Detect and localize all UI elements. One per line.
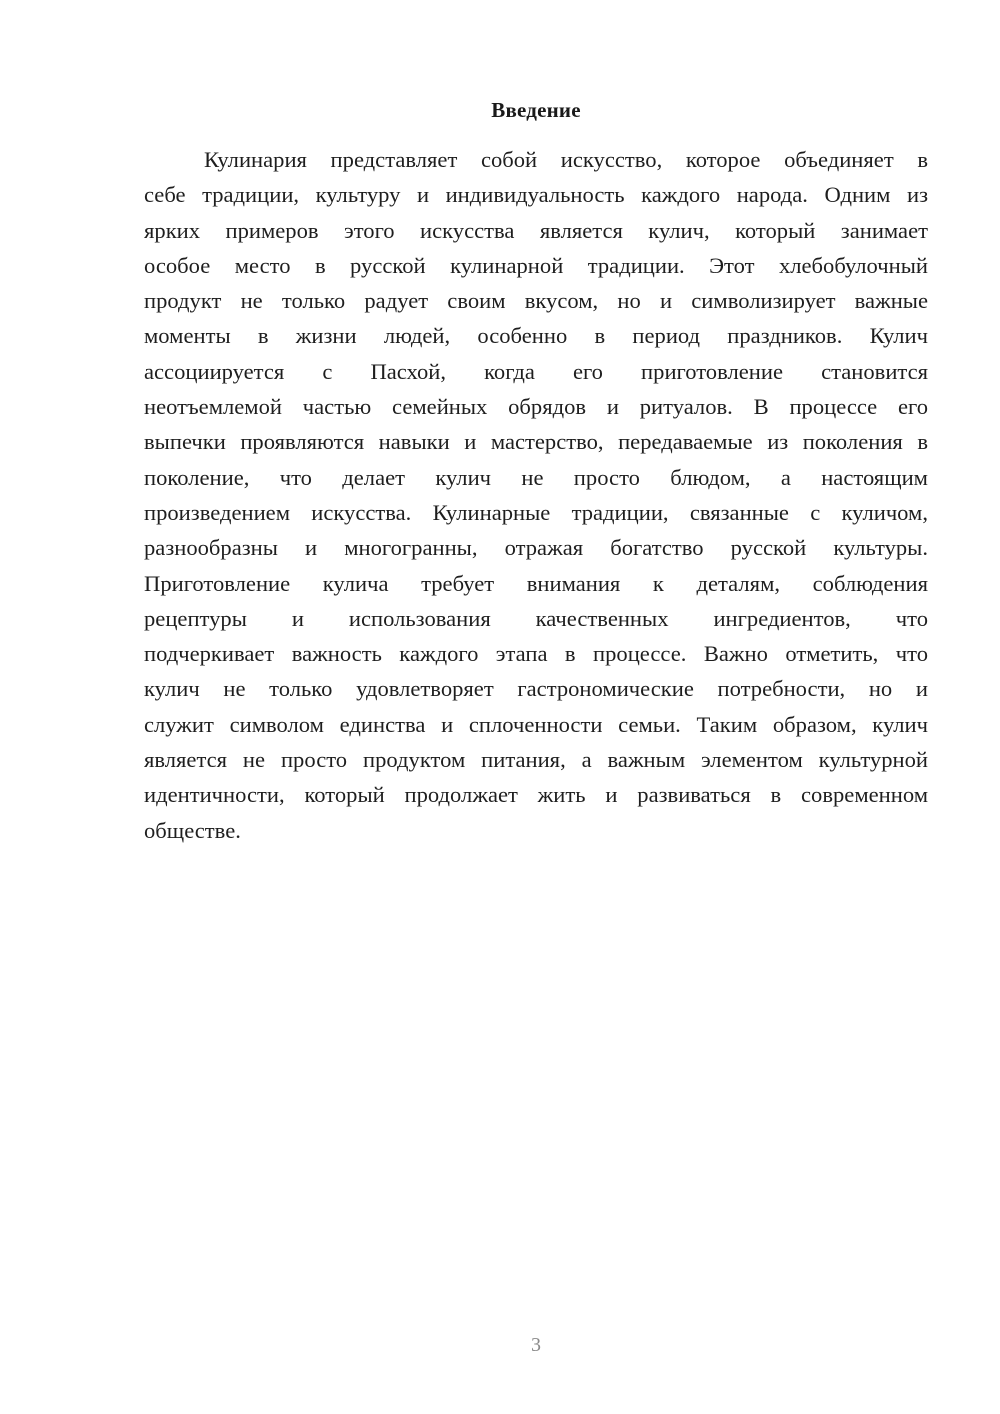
paragraph-line: неотъемлемой частью семейных обрядов и ритуалов. В процессе его <box>144 394 928 420</box>
paragraph-line: себе традиции, культуру и индивидуальность каждого народа. Одним из <box>144 182 928 208</box>
paragraph-line: кулич не только удовлетворяет гастрономические потребности, но и <box>144 676 928 702</box>
paragraph-line: ассоциируется с Пасхой, когда его приготовление становится <box>144 358 928 384</box>
paragraph-line: произведением искусства. Кулинарные традиции, связанные с куличом, <box>144 499 928 525</box>
paragraph-line: разнообразны и многогранны, отражая богатство русской культуры. <box>144 535 928 561</box>
paragraph-line: поколение, что делает кулич не просто блюдом, а настоящим <box>144 464 928 490</box>
paragraph-line: моменты в жизни людей, особенно в период праздников. Кулич <box>144 323 928 349</box>
paragraph-line: выпечки проявляются навыки и мастерство, передаваемые из поколения в <box>144 429 928 455</box>
paragraph-line: подчеркивает важность каждого этапа в процессе. Важно отметить, что <box>144 641 928 667</box>
paragraph-line: служит символом единства и сплоченности семьи. Таким образом, кулич <box>144 711 928 737</box>
paragraph-line: продукт не только радует своим вкусом, но и символизирует важные <box>144 288 928 314</box>
paragraph-line: Кулинария представляет собой искусство, которое объединяет в <box>204 147 928 172</box>
paragraph-line: обществе. <box>144 817 241 843</box>
paragraph-line: рецептуры и использования качественных ингредиентов, что <box>144 605 928 631</box>
paragraph-line: идентичности, который продолжает жить и развиваться в современном <box>144 782 928 808</box>
paragraph-line: ярких примеров этого искусства является кулич, который занимает <box>144 217 928 243</box>
paragraph-line: является не просто продуктом питания, а важным элементом культурной <box>144 747 928 773</box>
paragraph-line: Приготовление кулича требует внимания к деталям, соблюдения <box>144 570 928 596</box>
paragraph-line: особое место в русской кулинарной традиции. Этот хлебобулочный <box>144 252 928 278</box>
page-number: 3 <box>531 1334 541 1356</box>
section-heading: Введение <box>491 98 581 122</box>
body-paragraph <box>144 142 928 848</box>
